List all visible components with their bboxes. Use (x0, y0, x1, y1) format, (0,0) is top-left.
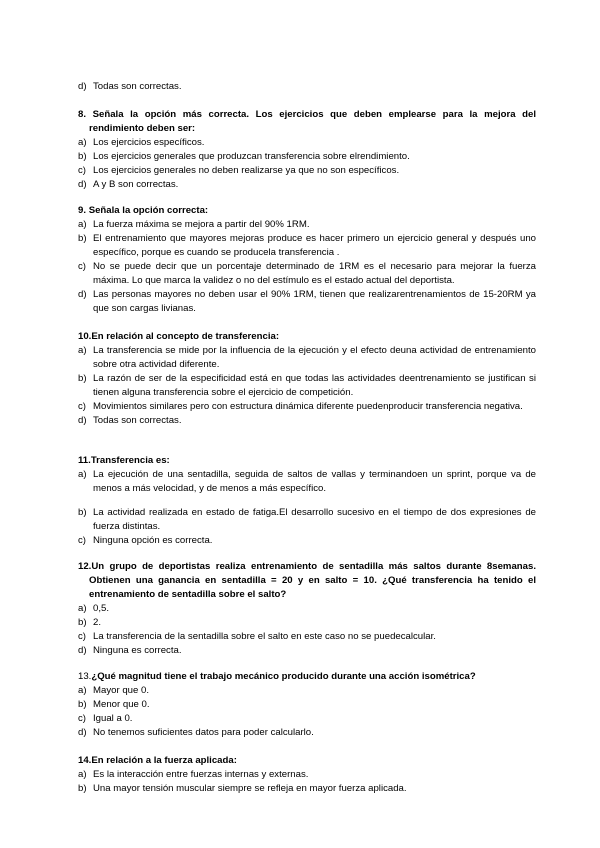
option-letter: b) (78, 507, 87, 518)
option-text: Mayor que 0. (93, 685, 149, 696)
option-c (78, 400, 536, 414)
question-number: 9. (78, 205, 87, 216)
option-text: No se puede decir que un porcentaje determinado de 1RM es el necesario para mejorar la fuerza máxima. Lo que marca la validez o no del estímulo es el estado actual del deportista. (93, 261, 536, 286)
question-10 (78, 330, 536, 428)
option-letter: a) (78, 219, 87, 230)
question-number: 12. (78, 561, 92, 572)
question-title (78, 108, 536, 136)
option-letter: c) (78, 535, 86, 546)
option-a (78, 768, 536, 782)
option-text: Los ejercicios generales no deben realizarse ya que no son específicos. (93, 165, 400, 176)
option-text: La transferencia se mide por la influencia de la ejecución y el efecto deuna actividad de entrenamiento sobre otra actividad diferente. (93, 345, 536, 370)
question-number: 14. (78, 755, 92, 766)
option-letter: b) (78, 617, 87, 628)
option-c (78, 260, 536, 288)
option-text: 0,5. (93, 603, 110, 614)
option-d (78, 726, 536, 740)
option-text: Es la interacción entre fuerzas internas y externas. (93, 769, 309, 780)
option-text: Ninguna es correcta. (93, 645, 182, 656)
question-text: Un grupo de deportistas realiza entrenamiento de sentadilla más saltos durante 8semanas. Obtienen una ganancia en sentadilla = 20 y en salto = 10. ¿Qué transferencia ha tenido el entrenamiento de sentadilla sobre el salto? (89, 561, 536, 600)
option-text: La fuerza máxima se mejora a partir del 90% 1RM. (93, 219, 310, 230)
option-letter: d) (78, 415, 87, 426)
option-text: Menor que 0. (93, 699, 150, 710)
option-a (78, 468, 536, 496)
question-8 (78, 108, 536, 192)
option-letter: c) (78, 165, 86, 176)
question-13 (78, 670, 536, 740)
option-letter: c) (78, 261, 86, 272)
option-text: Ninguna opción es correcta. (93, 535, 213, 546)
option-letter: d) (78, 727, 87, 738)
option-a (78, 136, 536, 150)
question-number: 11. (78, 455, 91, 466)
option-letter: c) (78, 401, 86, 412)
option-letter: d) (78, 289, 87, 300)
question-title (78, 754, 536, 768)
option-text: La transferencia de la sentadilla sobre el salto en este caso no se puedecalcular. (93, 631, 436, 642)
question-number: 8. (78, 109, 87, 120)
question-14 (78, 754, 536, 796)
option-b (78, 232, 536, 260)
option-c (78, 712, 536, 726)
option-text: La razón de ser de la especificidad está en que todas las actividades deentrenamiento se justifican si tienen alguna transferencia sobre el ejercicio de competición. (93, 373, 536, 398)
option-text: El entrenamiento que mayores mejoras produce es hacer primero un ejercicio general y después uno específico, porque es cuando se producela transferencia . (93, 233, 536, 258)
question-text: Señala la opción más correcta. Los ejercicios que deben emplearse para la mejora del rendimiento deben ser: (89, 109, 536, 134)
option-text: Las personas mayores no deben usar el 90% 1RM, tienen que realizarentrenamientos de 15-20RM ya que son cargas livianas. (93, 289, 536, 314)
option-text: Igual a 0. (93, 713, 133, 724)
option-c (78, 534, 536, 548)
option-text: Todas son correctas. (93, 415, 182, 426)
option-letter: a) (78, 137, 87, 148)
question-text: Transferencia es: (90, 455, 170, 466)
option-b (78, 782, 536, 796)
question-number: 13. (78, 671, 92, 682)
option-a (78, 684, 536, 698)
option-letter: d) (78, 81, 87, 92)
option-d (78, 288, 536, 316)
option-b (78, 506, 536, 534)
option-text: La actividad realizada en estado de fatiga.El desarrollo sucesivo en el tiempo de dos expresiones de fuerza distintas. (93, 507, 536, 532)
question-text: En relación a la fuerza aplicada: (91, 755, 237, 766)
option-letter: b) (78, 699, 87, 710)
option-letter: b) (78, 233, 87, 244)
option-letter: c) (78, 713, 86, 724)
question-7-tail (78, 80, 536, 94)
option-text: Todas son correctas. (93, 81, 182, 92)
option-text: No tenemos suficientes datos para poder calcularlo. (93, 727, 314, 738)
question-number: 10. (78, 331, 92, 342)
option-d (78, 80, 536, 94)
option-letter: a) (78, 685, 87, 696)
question-text: En relación al concepto de transferencia: (91, 331, 280, 342)
question-12 (78, 560, 536, 658)
option-c (78, 630, 536, 644)
question-title (78, 330, 536, 344)
option-letter: a) (78, 345, 87, 356)
option-text: Movimientos similares pero con estructura dinámica diferente puedenproducir transferencia negativa. (93, 401, 523, 412)
option-a (78, 602, 536, 616)
question-title (78, 560, 536, 602)
option-d (78, 414, 536, 428)
question-11 (78, 454, 536, 548)
option-text: La ejecución de una sentadilla, seguida de saltos de vallas y terminandoen un sprint, porque va de menos a más velocidad, y de menos a más específico. (93, 469, 536, 494)
option-text: Los ejercicios específicos. (93, 137, 205, 148)
option-text: Los ejercicios generales que produzcan transferencia sobre elrendimiento. (93, 151, 410, 162)
option-d (78, 644, 536, 658)
question-text: Señala la opción correcta: (88, 205, 209, 216)
option-b (78, 372, 536, 400)
option-letter: b) (78, 151, 87, 162)
option-text: A y B son correctas. (93, 179, 179, 190)
option-letter: a) (78, 469, 87, 480)
option-text: Una mayor tensión muscular siempre se refleja en mayor fuerza aplicada. (93, 783, 407, 794)
option-d (78, 178, 536, 192)
question-title (78, 454, 536, 468)
option-b (78, 698, 536, 712)
question-title (78, 670, 536, 684)
option-a (78, 218, 536, 232)
question-9 (78, 204, 536, 316)
option-c (78, 164, 536, 178)
option-b (78, 150, 536, 164)
question-title (78, 204, 536, 218)
option-text: 2. (93, 617, 102, 628)
option-letter: c) (78, 631, 86, 642)
option-letter: b) (78, 373, 87, 384)
option-a (78, 344, 536, 372)
option-letter: a) (78, 603, 87, 614)
question-text: ¿Qué magnitud tiene el trabajo mecánico producido durante una acción isométrica? (91, 671, 476, 682)
option-letter: d) (78, 179, 87, 190)
option-letter: b) (78, 783, 87, 794)
option-b (78, 616, 536, 630)
option-letter: d) (78, 645, 87, 656)
option-letter: a) (78, 769, 87, 780)
